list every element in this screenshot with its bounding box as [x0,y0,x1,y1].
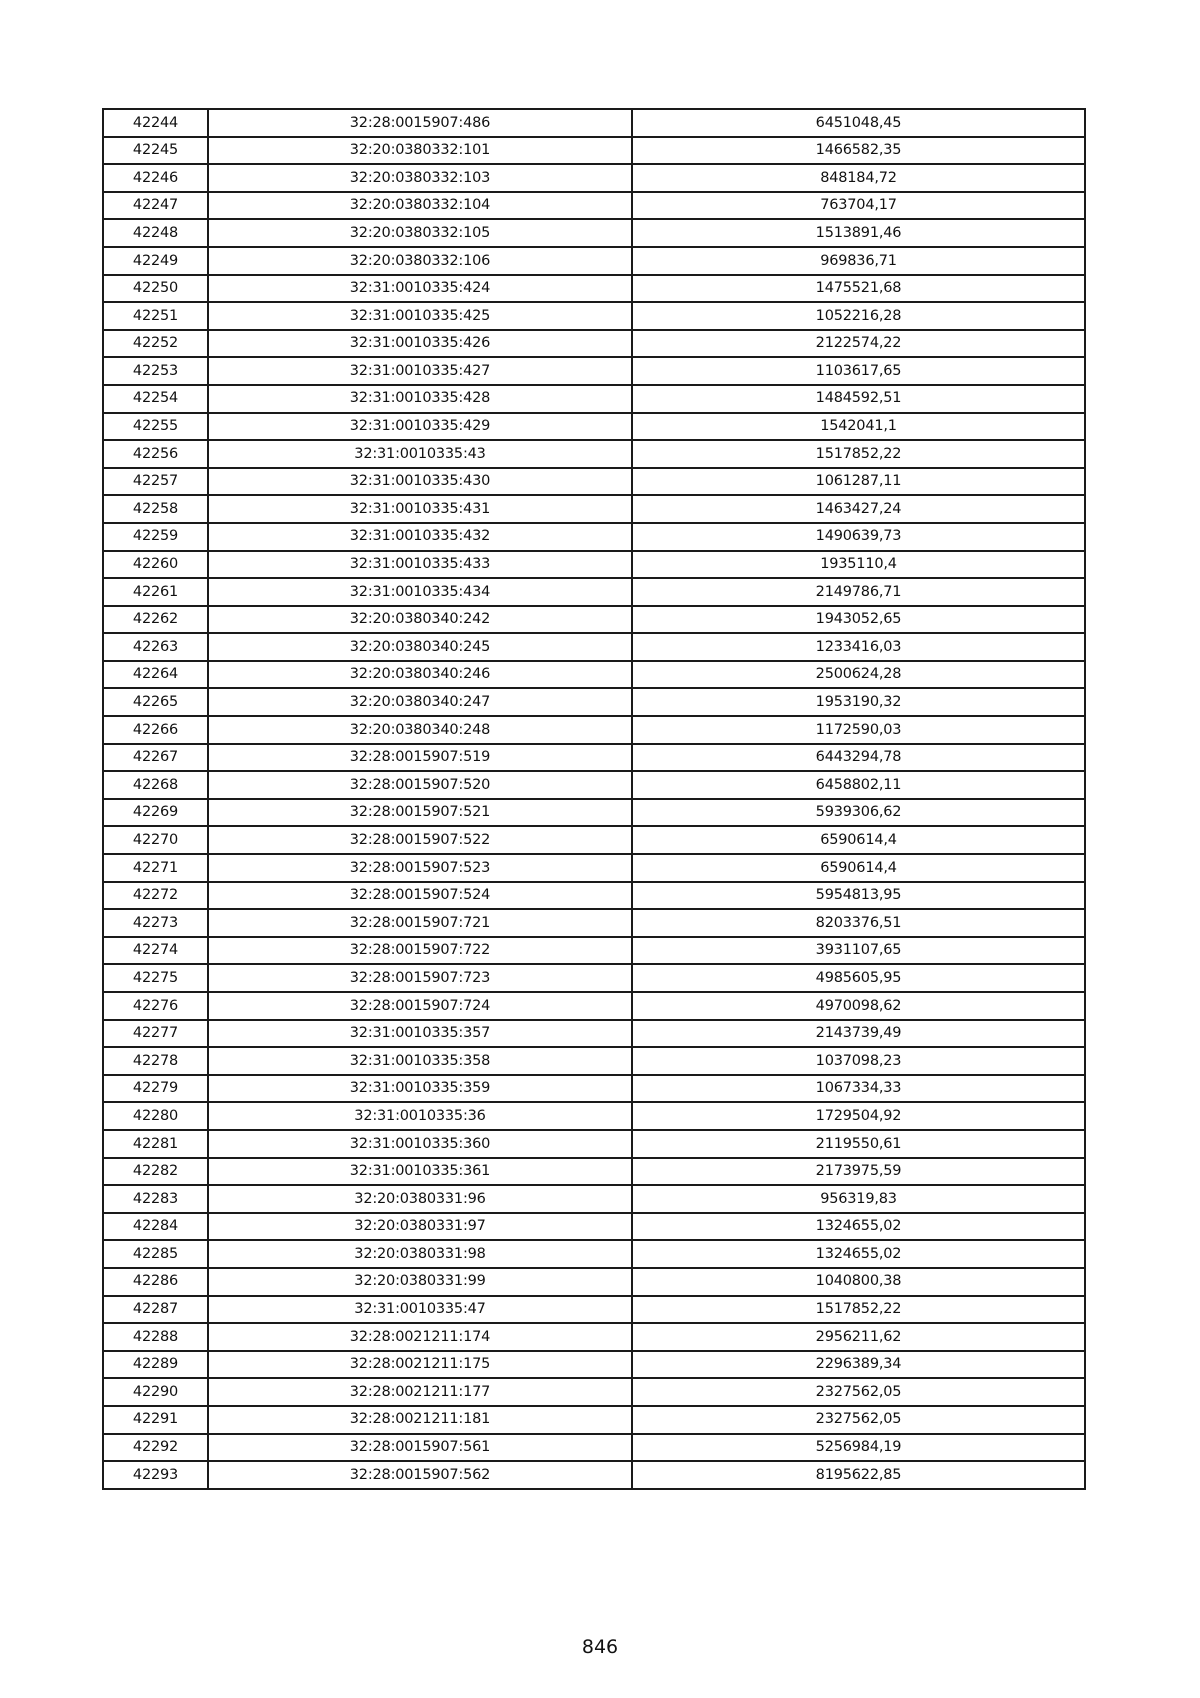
cadastral-value-cell: 1935110,4 [632,551,1085,579]
cadastral-value-cell: 2327562,05 [632,1378,1085,1406]
cadastral-number-cell: 32:20:0380340:242 [208,606,632,634]
table-row [103,164,1085,192]
cadastral-number-cell: 32:31:0010335:432 [208,523,632,551]
cadastral-value-cell: 1172590,03 [632,716,1085,744]
cadastral-value-cell: 2143739,49 [632,1020,1085,1048]
table-row [103,1075,1085,1103]
cadastral-number-cell: 32:20:0380340:247 [208,688,632,716]
cadastral-value-cell: 1037098,23 [632,1047,1085,1075]
table-row [103,357,1085,385]
cadastral-value-cell: 1943052,65 [632,606,1085,634]
cadastral-value-cell: 2296389,34 [632,1351,1085,1379]
row-number-cell: 42271 [103,854,208,882]
cadastral-number-cell: 32:31:0010335:43 [208,440,632,468]
cadastral-number-cell: 32:28:0015907:521 [208,799,632,827]
cadastral-number-cell: 32:20:0380331:99 [208,1268,632,1296]
table-row [103,137,1085,165]
row-number-cell: 42247 [103,192,208,220]
table-row [103,1047,1085,1075]
cadastral-number-cell: 32:31:0010335:430 [208,468,632,496]
row-number-cell: 42289 [103,1351,208,1379]
table-row [103,854,1085,882]
table-row [103,633,1085,661]
cadastral-value-cell: 1953190,32 [632,688,1085,716]
cadastral-value-cell: 6458802,11 [632,771,1085,799]
row-number-cell: 42260 [103,551,208,579]
cadastral-number-cell: 32:28:0015907:519 [208,744,632,772]
cadastral-value-cell: 1466582,35 [632,137,1085,165]
cadastral-number-cell: 32:31:0010335:36 [208,1102,632,1130]
cadastral-number-cell: 32:20:0380332:106 [208,247,632,275]
cadastral-number-cell: 32:28:0015907:523 [208,854,632,882]
cadastral-value-cell: 2122574,22 [632,330,1085,358]
row-number-cell: 42262 [103,606,208,634]
cadastral-value-cell: 1475521,68 [632,275,1085,303]
table-row [103,964,1085,992]
cadastral-value-cell: 1233416,03 [632,633,1085,661]
row-number-cell: 42253 [103,357,208,385]
row-number-cell: 42274 [103,937,208,965]
cadastral-number-cell: 32:20:0380331:96 [208,1185,632,1213]
cadastral-number-cell: 32:31:0010335:431 [208,495,632,523]
row-number-cell: 42275 [103,964,208,992]
row-number-cell: 42276 [103,992,208,1020]
cadastral-value-cell: 5256984,19 [632,1434,1085,1462]
row-number-cell: 42291 [103,1406,208,1434]
row-number-cell: 42272 [103,882,208,910]
row-number-cell: 42248 [103,219,208,247]
table-row [103,440,1085,468]
cadastral-value-cell: 848184,72 [632,164,1085,192]
cadastral-number-cell: 32:20:0380340:245 [208,633,632,661]
cadastral-value-cell: 1052216,28 [632,302,1085,330]
cadastral-number-cell: 32:28:0015907:723 [208,964,632,992]
table-row [103,1461,1085,1489]
row-number-cell: 42280 [103,1102,208,1130]
row-number-cell: 42265 [103,688,208,716]
row-number-cell: 42282 [103,1158,208,1186]
table-row [103,826,1085,854]
row-number-cell: 42268 [103,771,208,799]
cadastral-value-cell: 6451048,45 [632,109,1085,137]
row-number-cell: 42250 [103,275,208,303]
cadastral-value-cell: 5939306,62 [632,799,1085,827]
cadastral-value-cell: 1040800,38 [632,1268,1085,1296]
cadastral-value-cell: 8195622,85 [632,1461,1085,1489]
cadastral-value-cell: 2149786,71 [632,578,1085,606]
cadastral-number-cell: 32:31:0010335:434 [208,578,632,606]
cadastral-number-cell: 32:20:0380340:248 [208,716,632,744]
cadastral-value-cell: 763704,17 [632,192,1085,220]
table-row [103,744,1085,772]
cadastral-number-cell: 32:31:0010335:47 [208,1296,632,1324]
table-row [103,1130,1085,1158]
row-number-cell: 42288 [103,1323,208,1351]
row-number-cell: 42255 [103,413,208,441]
row-number-cell: 42257 [103,468,208,496]
row-number-cell: 42259 [103,523,208,551]
cadastral-number-cell: 32:31:0010335:360 [208,1130,632,1158]
table-row [103,330,1085,358]
row-number-cell: 42284 [103,1213,208,1241]
cadastral-value-cell: 1067334,33 [632,1075,1085,1103]
table-row [103,799,1085,827]
table-row [103,385,1085,413]
table-row [103,1185,1085,1213]
table-row [103,1434,1085,1462]
row-number-cell: 42245 [103,137,208,165]
cadastral-value-cell: 6443294,78 [632,744,1085,772]
cadastral-number-cell: 32:28:0021211:181 [208,1406,632,1434]
cadastral-number-cell: 32:20:0380340:246 [208,661,632,689]
row-number-cell: 42261 [103,578,208,606]
cadastral-value-cell: 1490639,73 [632,523,1085,551]
cadastral-value-cell: 6590614,4 [632,826,1085,854]
table-row [103,937,1085,965]
cadastral-value-cell: 5954813,95 [632,882,1085,910]
cadastral-number-cell: 32:28:0015907:724 [208,992,632,1020]
row-number-cell: 42279 [103,1075,208,1103]
row-number-cell: 42290 [103,1378,208,1406]
cadastral-value-cell: 1103617,65 [632,357,1085,385]
table-row [103,1102,1085,1130]
row-number-cell: 42251 [103,302,208,330]
cadastral-value-cell: 1729504,92 [632,1102,1085,1130]
cadastral-number-cell: 32:20:0380332:101 [208,137,632,165]
cadastral-number-cell: 32:31:0010335:425 [208,302,632,330]
table-row [103,1323,1085,1351]
table-row [103,909,1085,937]
table-row [103,192,1085,220]
table-row [103,882,1085,910]
cadastral-number-cell: 32:31:0010335:433 [208,551,632,579]
table-row [103,551,1085,579]
table-row [103,578,1085,606]
cadastral-number-cell: 32:31:0010335:357 [208,1020,632,1048]
cadastral-number-cell: 32:31:0010335:358 [208,1047,632,1075]
cadastral-number-cell: 32:20:0380332:103 [208,164,632,192]
table-row [103,992,1085,1020]
table-row [103,302,1085,330]
row-number-cell: 42281 [103,1130,208,1158]
table-body [103,109,1085,1489]
row-number-cell: 42277 [103,1020,208,1048]
cadastral-number-cell: 32:28:0021211:177 [208,1378,632,1406]
cadastral-value-cell: 956319,83 [632,1185,1085,1213]
cadastral-value-table [102,108,1086,1490]
table-row [103,275,1085,303]
table-row [103,1268,1085,1296]
row-number-cell: 42270 [103,826,208,854]
table-row [103,1240,1085,1268]
row-number-cell: 42283 [103,1185,208,1213]
cadastral-value-table-container [102,108,1084,1490]
cadastral-value-cell: 2119550,61 [632,1130,1085,1158]
cadastral-number-cell: 32:28:0015907:522 [208,826,632,854]
page-number: 846 [581,1636,619,1658]
table-row [103,1158,1085,1186]
cadastral-number-cell: 32:31:0010335:426 [208,330,632,358]
cadastral-number-cell: 32:31:0010335:361 [208,1158,632,1186]
cadastral-value-cell: 6590614,4 [632,854,1085,882]
cadastral-number-cell: 32:31:0010335:359 [208,1075,632,1103]
table-row [103,1296,1085,1324]
cadastral-number-cell: 32:28:0021211:175 [208,1351,632,1379]
cadastral-value-cell: 1517852,22 [632,440,1085,468]
table-row [103,771,1085,799]
cadastral-number-cell: 32:31:0010335:429 [208,413,632,441]
row-number-cell: 42292 [103,1434,208,1462]
cadastral-number-cell: 32:20:0380332:105 [208,219,632,247]
cadastral-number-cell: 32:28:0021211:174 [208,1323,632,1351]
row-number-cell: 42267 [103,744,208,772]
cadastral-number-cell: 32:28:0015907:721 [208,909,632,937]
cadastral-number-cell: 32:20:0380331:98 [208,1240,632,1268]
cadastral-number-cell: 32:28:0015907:561 [208,1434,632,1462]
row-number-cell: 42278 [103,1047,208,1075]
cadastral-value-cell: 8203376,51 [632,909,1085,937]
cadastral-value-cell: 4985605,95 [632,964,1085,992]
row-number-cell: 42244 [103,109,208,137]
table-row [103,1378,1085,1406]
row-number-cell: 42269 [103,799,208,827]
cadastral-number-cell: 32:28:0015907:722 [208,937,632,965]
cadastral-value-cell: 1542041,1 [632,413,1085,441]
row-number-cell: 42263 [103,633,208,661]
cadastral-number-cell: 32:28:0015907:486 [208,109,632,137]
cadastral-number-cell: 32:31:0010335:424 [208,275,632,303]
table-row [103,1351,1085,1379]
row-number-cell: 42287 [103,1296,208,1324]
cadastral-value-cell: 1061287,11 [632,468,1085,496]
cadastral-number-cell: 32:28:0015907:524 [208,882,632,910]
cadastral-number-cell: 32:20:0380331:97 [208,1213,632,1241]
cadastral-value-cell: 2327562,05 [632,1406,1085,1434]
cadastral-value-cell: 2173975,59 [632,1158,1085,1186]
cadastral-value-cell: 2500624,28 [632,661,1085,689]
table-row [103,688,1085,716]
cadastral-value-cell: 1484592,51 [632,385,1085,413]
cadastral-value-cell: 969836,71 [632,247,1085,275]
cadastral-value-cell: 1517852,22 [632,1296,1085,1324]
cadastral-number-cell: 32:31:0010335:427 [208,357,632,385]
cadastral-value-cell: 1324655,02 [632,1240,1085,1268]
table-row [103,523,1085,551]
cadastral-number-cell: 32:31:0010335:428 [208,385,632,413]
table-row [103,109,1085,137]
row-number-cell: 42273 [103,909,208,937]
row-number-cell: 42264 [103,661,208,689]
row-number-cell: 42293 [103,1461,208,1489]
table-row [103,468,1085,496]
cadastral-value-cell: 1324655,02 [632,1213,1085,1241]
row-number-cell: 42246 [103,164,208,192]
row-number-cell: 42286 [103,1268,208,1296]
row-number-cell: 42249 [103,247,208,275]
row-number-cell: 42285 [103,1240,208,1268]
cadastral-value-cell: 1513891,46 [632,219,1085,247]
table-row [103,1406,1085,1434]
table-row [103,606,1085,634]
cadastral-number-cell: 32:28:0015907:520 [208,771,632,799]
cadastral-value-cell: 4970098,62 [632,992,1085,1020]
cadastral-number-cell: 32:28:0015907:562 [208,1461,632,1489]
table-row [103,247,1085,275]
table-row [103,413,1085,441]
table-row [103,495,1085,523]
table-row [103,661,1085,689]
row-number-cell: 42266 [103,716,208,744]
cadastral-value-cell: 2956211,62 [632,1323,1085,1351]
cadastral-number-cell: 32:20:0380332:104 [208,192,632,220]
row-number-cell: 42256 [103,440,208,468]
row-number-cell: 42254 [103,385,208,413]
table-row [103,716,1085,744]
row-number-cell: 42258 [103,495,208,523]
row-number-cell: 42252 [103,330,208,358]
table-row [103,1213,1085,1241]
table-row [103,1020,1085,1048]
cadastral-value-cell: 3931107,65 [632,937,1085,965]
table-row [103,219,1085,247]
cadastral-value-cell: 1463427,24 [632,495,1085,523]
